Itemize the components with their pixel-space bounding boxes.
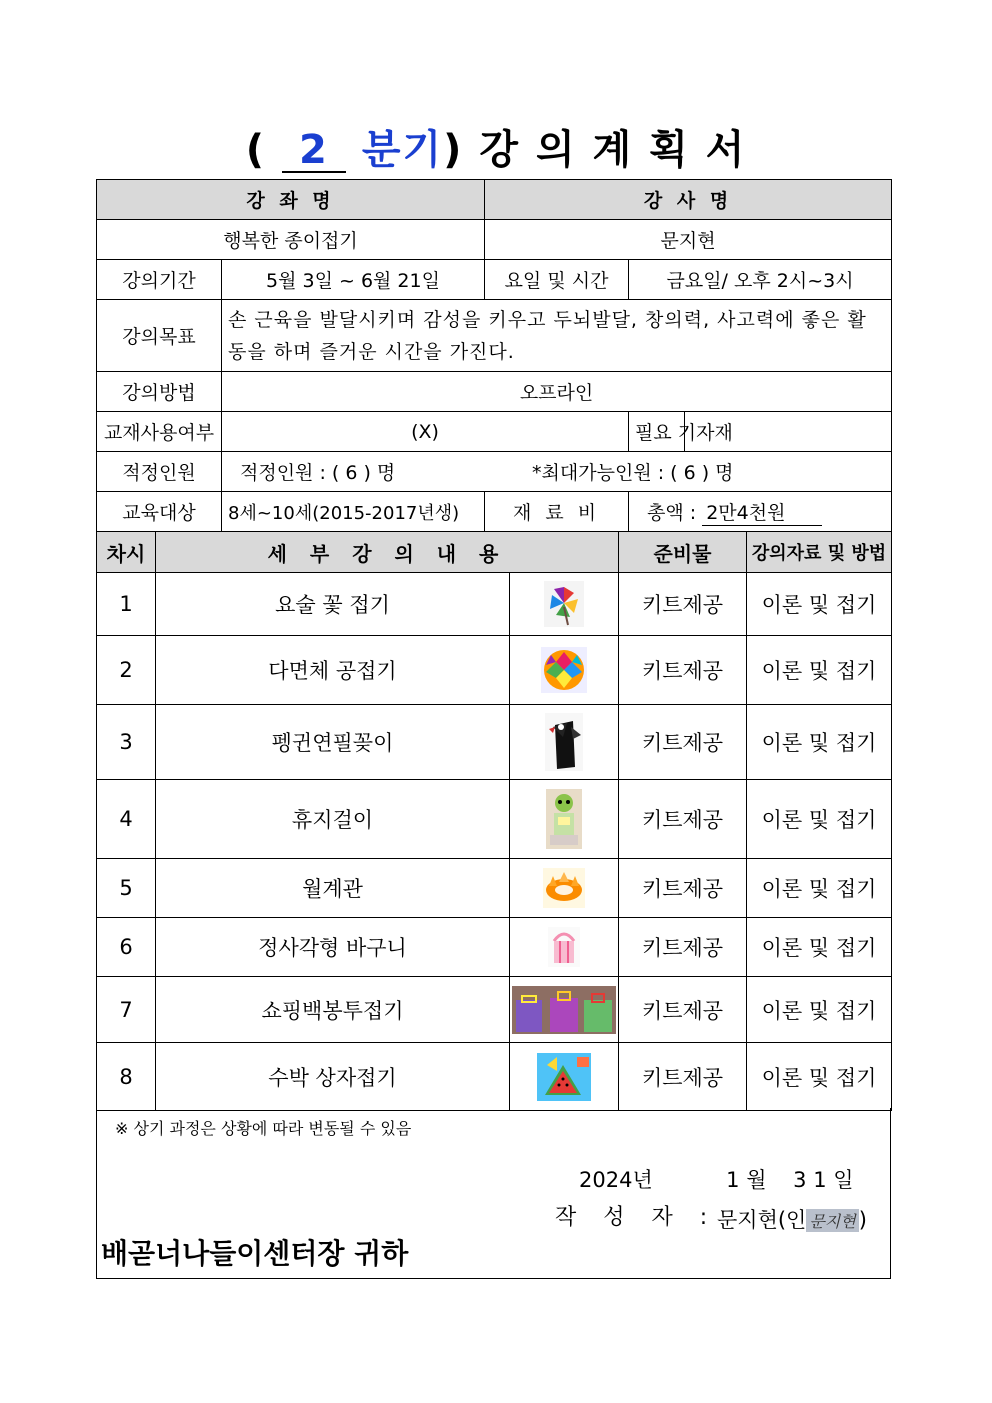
session-title: 요술 꽃 접기 xyxy=(156,573,510,636)
time-value: 금요일/ 오후 2시~3시 xyxy=(629,260,892,300)
author-close: ) xyxy=(858,1208,867,1232)
session-method: 이론 및 접기 xyxy=(747,1043,892,1111)
table-row xyxy=(97,1043,892,1111)
content-header: 세 부 강 의 내 용 xyxy=(156,532,619,573)
title-open-paren: ( xyxy=(245,127,266,173)
author-label: 작 성 자 : xyxy=(555,1205,718,1230)
session-number: 5 xyxy=(97,859,156,918)
session-image-cell xyxy=(510,859,619,918)
goal-label: 강의목표 xyxy=(97,300,222,372)
session-prep: 키트제공 xyxy=(619,859,747,918)
session-header: 차시 xyxy=(97,532,156,573)
quarter-label: 분기 xyxy=(361,127,444,173)
session-method: 이론 및 접기 xyxy=(747,636,892,705)
method-label: 강의방법 xyxy=(97,372,222,412)
course-info-table xyxy=(96,179,892,532)
table-row xyxy=(97,573,892,636)
goal-value: 손 근육을 발달시키며 감성을 키우고 두뇌발달, 창의력, 사고력에 좋은 활동을 하며 즐거운 시간을 가진다. xyxy=(222,300,892,372)
session-method: 이론 및 접기 xyxy=(747,705,892,780)
session-number: 1 xyxy=(97,573,156,636)
session-image-cell xyxy=(510,918,619,977)
quarter-number: 2 xyxy=(282,129,346,173)
shopping-bags-image xyxy=(512,986,616,1034)
material-label: 재 료 비 xyxy=(485,492,629,532)
target-label: 교육대상 xyxy=(97,492,222,532)
session-method: 이론 및 접기 xyxy=(747,918,892,977)
author-signature xyxy=(717,1204,867,1234)
total-cell xyxy=(629,492,892,532)
polyhedron-ball-image xyxy=(541,647,587,693)
session-title: 월계관 xyxy=(156,859,510,918)
method-value: 오프라인 xyxy=(222,372,892,412)
session-image-cell xyxy=(510,977,619,1043)
session-prep: 키트제공 xyxy=(619,977,747,1043)
session-number: 7 xyxy=(97,977,156,1043)
session-number: 2 xyxy=(97,636,156,705)
max-capacity-value: *최대가능인원 : ( 6 ) 명 xyxy=(532,462,734,484)
session-title: 정사각형 바구니 xyxy=(156,918,510,977)
target-value: 8세~10세(2015-2017년생) xyxy=(222,492,485,532)
session-prep: 키트제공 xyxy=(619,1043,747,1111)
recipient: 배곧너나들이센터장 귀하 xyxy=(101,1237,409,1270)
session-title: 휴지걸이 xyxy=(156,780,510,859)
session-title: 쇼핑백봉투접기 xyxy=(156,977,510,1043)
session-prep: 키트제공 xyxy=(619,573,747,636)
equipment-label: 필요 기자재 xyxy=(629,412,685,452)
total-amount: 2만4천원 xyxy=(702,498,822,526)
laurel-crown-image xyxy=(543,868,585,908)
document-date: 2024년 1 월 3 1 일 xyxy=(579,1168,854,1192)
session-number: 8 xyxy=(97,1043,156,1111)
course-name-header: 강 좌 명 xyxy=(97,180,485,220)
session-method: 이론 및 접기 xyxy=(747,780,892,859)
document-footer xyxy=(96,1108,891,1279)
table-row xyxy=(97,918,892,977)
table-row xyxy=(97,859,892,918)
period-value: 5월 3일 ~ 6월 21일 xyxy=(222,260,485,300)
watermelon-box-image xyxy=(537,1053,591,1101)
instructor-name: 문지현 xyxy=(485,220,892,260)
capacity-label: 적정인원 xyxy=(97,452,222,492)
table-row xyxy=(97,705,892,780)
session-title: 펭귄연필꽂이 xyxy=(156,705,510,780)
session-image-cell xyxy=(510,636,619,705)
session-prep: 키트제공 xyxy=(619,918,747,977)
session-image-cell xyxy=(510,573,619,636)
session-prep: 키트제공 xyxy=(619,705,747,780)
title-close-paren: ) xyxy=(443,127,464,173)
session-number: 4 xyxy=(97,780,156,859)
session-prep: 키트제공 xyxy=(619,636,747,705)
textbook-label: 교재사용여부 xyxy=(97,412,222,452)
period-label: 강의기간 xyxy=(97,260,222,300)
penguin-pencil-holder-image xyxy=(545,713,583,771)
session-image-cell xyxy=(510,1043,619,1111)
document-title xyxy=(0,118,992,175)
instructor-header: 강 사 명 xyxy=(485,180,892,220)
session-method: 이론 및 접기 xyxy=(747,859,892,918)
square-basket-image xyxy=(548,927,580,967)
session-prep: 키트제공 xyxy=(619,780,747,859)
session-method: 이론 및 접기 xyxy=(747,573,892,636)
table-row xyxy=(97,977,892,1043)
method-header: 강의자료 및 방법 xyxy=(747,532,892,573)
capacity-value: 적정인원 : ( 6 ) 명 xyxy=(240,462,396,484)
change-notice: ※ 상기 과정은 상황에 따라 변동될 수 있음 xyxy=(115,1119,412,1138)
capacity-cell xyxy=(222,452,892,492)
session-image-cell xyxy=(510,780,619,859)
author-name: 문지현(인 xyxy=(717,1208,807,1232)
session-schedule-table xyxy=(96,531,892,1111)
session-title: 다면체 공접기 xyxy=(156,636,510,705)
session-number: 6 xyxy=(97,918,156,977)
session-image-cell xyxy=(510,705,619,780)
pinwheel-flower-image xyxy=(544,581,584,627)
textbook-value: (X) xyxy=(222,412,629,452)
title-text: 강 의 계 획 서 xyxy=(479,127,747,173)
session-method: 이론 및 접기 xyxy=(747,977,892,1043)
session-number: 3 xyxy=(97,705,156,780)
total-label: 총액 : xyxy=(647,501,697,524)
tissue-holder-image xyxy=(546,789,582,849)
prep-header: 준비물 xyxy=(619,532,747,573)
author-seal: 문지현 xyxy=(806,1209,858,1232)
session-title: 수박 상자접기 xyxy=(156,1043,510,1111)
table-row xyxy=(97,780,892,859)
table-row xyxy=(97,636,892,705)
time-label: 요일 및 시간 xyxy=(485,260,629,300)
course-name: 행복한 종이접기 xyxy=(97,220,485,260)
